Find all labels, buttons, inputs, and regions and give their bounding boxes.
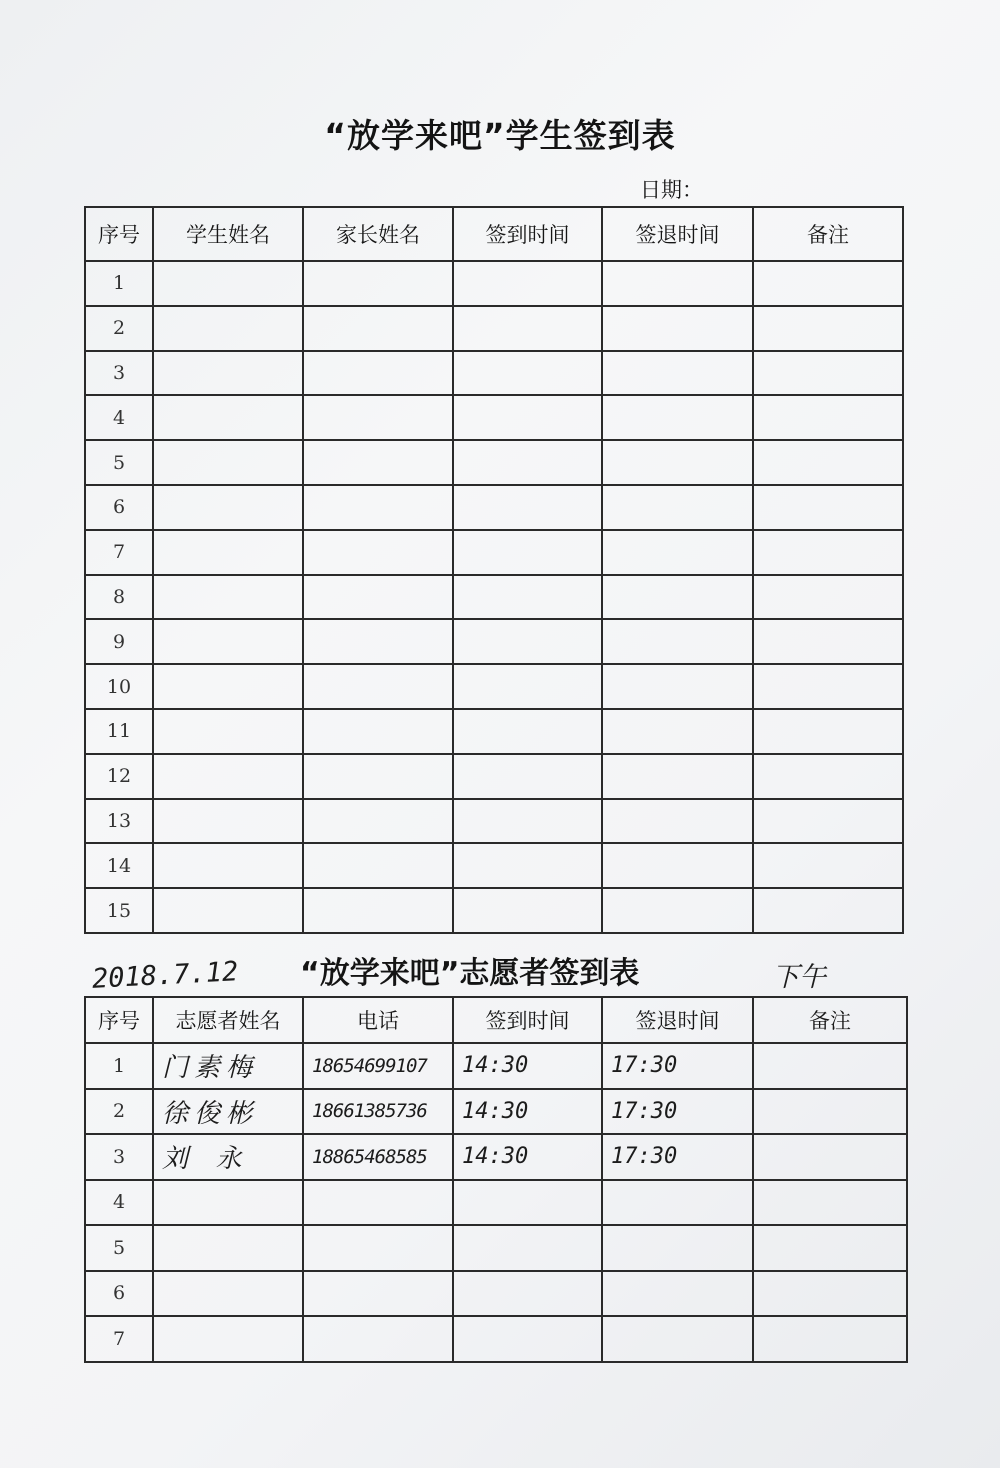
sign-out-cell <box>602 843 753 888</box>
row-number: 7 <box>85 1316 153 1362</box>
student-name-cell <box>153 709 303 754</box>
remarks-cell <box>753 1134 907 1180</box>
table-row <box>85 1043 907 1089</box>
sign-out-cell <box>602 1316 753 1362</box>
sign-in-cell <box>453 261 602 306</box>
parent-name-cell <box>303 754 453 799</box>
sign-out-cell <box>602 1225 753 1271</box>
row-number: 6 <box>85 1271 153 1317</box>
table-row <box>85 619 903 664</box>
phone-cell: 18661385736 <box>303 1089 453 1135</box>
parent-name-cell <box>303 351 453 396</box>
sign-in-cell <box>453 485 602 530</box>
sign-out-cell <box>602 709 753 754</box>
table-row <box>85 1271 907 1317</box>
header-sign-out-time: 签退时间 <box>602 207 753 261</box>
table-row <box>85 575 903 620</box>
sign-out-cell <box>602 664 753 709</box>
volunteer-name-cell: 徐俊彬 <box>153 1089 303 1135</box>
student-name-cell <box>153 485 303 530</box>
sign-out-cell <box>602 261 753 306</box>
table-row <box>85 1180 907 1226</box>
table-row <box>85 754 903 799</box>
table-row <box>85 1225 907 1271</box>
row-number: 3 <box>85 351 153 396</box>
parent-name-cell <box>303 530 453 575</box>
sign-in-cell <box>453 1225 602 1271</box>
student-name-cell <box>153 530 303 575</box>
volunteer-name-cell: 刘 永 <box>153 1134 303 1180</box>
student-name-cell <box>153 261 303 306</box>
table-row <box>85 261 903 306</box>
sign-in-cell <box>453 1271 602 1317</box>
parent-name-cell <box>303 799 453 844</box>
sign-in-cell <box>453 1180 602 1226</box>
row-number: 4 <box>85 395 153 440</box>
remarks-cell <box>753 799 903 844</box>
phone-cell <box>303 1316 453 1362</box>
row-number: 15 <box>85 888 153 933</box>
sign-in-cell <box>453 440 602 485</box>
header-seq: 序号 <box>85 207 153 261</box>
sign-out-cell <box>602 888 753 933</box>
sign-out-cell <box>602 395 753 440</box>
student-signin-table <box>84 206 904 934</box>
parent-name-cell <box>303 485 453 530</box>
header-sign-out-time: 签退时间 <box>602 997 753 1043</box>
remarks-cell <box>753 664 903 709</box>
table-row <box>85 888 903 933</box>
parent-name-cell <box>303 843 453 888</box>
row-number: 4 <box>85 1180 153 1226</box>
sign-out-cell: 17:30 <box>602 1134 753 1180</box>
sign-in-cell <box>453 575 602 620</box>
table-row <box>85 1316 907 1362</box>
row-number: 8 <box>85 575 153 620</box>
remarks-cell <box>753 575 903 620</box>
date-label: 日期： <box>640 178 703 202</box>
volunteer-signin-table <box>84 996 908 1363</box>
remarks-cell <box>753 1180 907 1226</box>
volunteer-table-header <box>85 997 907 1043</box>
student-name-cell <box>153 754 303 799</box>
sign-in-cell <box>453 709 602 754</box>
parent-name-cell <box>303 440 453 485</box>
student-name-cell <box>153 888 303 933</box>
sign-out-cell <box>602 754 753 799</box>
sign-in-cell <box>453 351 602 396</box>
sign-in-cell <box>453 664 602 709</box>
parent-name-cell <box>303 664 453 709</box>
phone-cell <box>303 1225 453 1271</box>
header-sign-in-time: 签到时间 <box>453 997 602 1043</box>
header-volunteer-name: 志愿者姓名 <box>153 997 303 1043</box>
remarks-cell <box>753 619 903 664</box>
sign-in-cell: 14:30 <box>453 1043 602 1089</box>
row-number: 14 <box>85 843 153 888</box>
header-student-name: 学生姓名 <box>153 207 303 261</box>
volunteer-sheet-title: “放学来吧”志愿者签到表 <box>300 956 640 991</box>
header-phone: 电话 <box>303 997 453 1043</box>
parent-name-cell <box>303 261 453 306</box>
table-row <box>85 485 903 530</box>
remarks-cell <box>753 306 903 351</box>
row-number: 5 <box>85 1225 153 1271</box>
remarks-cell <box>753 1271 907 1317</box>
row-number: 7 <box>85 530 153 575</box>
remarks-cell <box>753 485 903 530</box>
student-name-cell <box>153 306 303 351</box>
remarks-cell <box>753 1316 907 1362</box>
parent-name-cell <box>303 575 453 620</box>
student-sheet-title: “放学来吧”学生签到表 <box>324 116 676 155</box>
phone-cell: 18865468585 <box>303 1134 453 1180</box>
student-name-cell <box>153 799 303 844</box>
student-name-cell <box>153 395 303 440</box>
volunteer-name-cell <box>153 1271 303 1317</box>
volunteer-name-cell: 门素梅 <box>153 1043 303 1089</box>
sign-out-cell <box>602 799 753 844</box>
sign-out-cell: 17:30 <box>602 1089 753 1135</box>
sign-out-cell <box>602 1271 753 1317</box>
header-parent-name: 家长姓名 <box>303 207 453 261</box>
sign-in-cell <box>453 530 602 575</box>
table-row <box>85 1089 907 1135</box>
sign-in-cell <box>453 619 602 664</box>
remarks-cell <box>753 754 903 799</box>
volunteer-name-cell <box>153 1225 303 1271</box>
remarks-cell <box>753 395 903 440</box>
table-row <box>85 440 903 485</box>
phone-cell: 18654699107 <box>303 1043 453 1089</box>
sign-out-cell <box>602 530 753 575</box>
volunteer-name-cell <box>153 1316 303 1362</box>
sign-in-cell <box>453 799 602 844</box>
sign-in-cell: 14:30 <box>453 1089 602 1135</box>
row-number: 12 <box>85 754 153 799</box>
table-row <box>85 709 903 754</box>
volunteer-name-cell <box>153 1180 303 1226</box>
sign-in-cell <box>453 1316 602 1362</box>
remarks-cell <box>753 1043 907 1089</box>
remarks-cell <box>753 1089 907 1135</box>
header-remarks: 备注 <box>753 997 907 1043</box>
handwritten-session: 下午 <box>772 962 826 993</box>
student-name-cell <box>153 664 303 709</box>
row-number: 2 <box>85 306 153 351</box>
row-number: 2 <box>85 1089 153 1135</box>
row-number: 1 <box>85 261 153 306</box>
row-number: 3 <box>85 1134 153 1180</box>
remarks-cell <box>753 843 903 888</box>
student-name-cell <box>153 619 303 664</box>
student-name-cell <box>153 351 303 396</box>
sign-out-cell <box>602 440 753 485</box>
sign-out-cell <box>602 485 753 530</box>
remarks-cell <box>753 351 903 396</box>
table-row <box>85 799 903 844</box>
row-number: 10 <box>85 664 153 709</box>
sign-out-cell <box>602 575 753 620</box>
table-row <box>85 351 903 396</box>
parent-name-cell <box>303 709 453 754</box>
header-sign-in-time: 签到时间 <box>453 207 602 261</box>
row-number: 11 <box>85 709 153 754</box>
header-remarks: 备注 <box>753 207 903 261</box>
sign-in-cell <box>453 754 602 799</box>
sign-out-cell: 17:30 <box>602 1043 753 1089</box>
sign-out-cell <box>602 351 753 396</box>
row-number: 5 <box>85 440 153 485</box>
parent-name-cell <box>303 888 453 933</box>
student-table-header <box>85 207 903 261</box>
row-number: 6 <box>85 485 153 530</box>
row-number: 1 <box>85 1043 153 1089</box>
table-row <box>85 1134 907 1180</box>
sign-in-cell: 14:30 <box>453 1134 602 1180</box>
row-number: 9 <box>85 619 153 664</box>
remarks-cell <box>753 709 903 754</box>
student-name-cell <box>153 843 303 888</box>
sign-in-cell <box>453 395 602 440</box>
table-row <box>85 306 903 351</box>
remarks-cell <box>753 888 903 933</box>
sign-out-cell <box>602 619 753 664</box>
parent-name-cell <box>303 395 453 440</box>
table-row <box>85 664 903 709</box>
remarks-cell <box>753 530 903 575</box>
phone-cell <box>303 1271 453 1317</box>
header-seq: 序号 <box>85 997 153 1043</box>
remarks-cell <box>753 261 903 306</box>
sign-in-cell <box>453 306 602 351</box>
handwritten-date: 2018.7.12 <box>91 956 240 995</box>
row-number: 13 <box>85 799 153 844</box>
table-row <box>85 530 903 575</box>
remarks-cell <box>753 1225 907 1271</box>
parent-name-cell <box>303 619 453 664</box>
table-row <box>85 843 903 888</box>
student-name-cell <box>153 575 303 620</box>
phone-cell <box>303 1180 453 1226</box>
sign-in-cell <box>453 843 602 888</box>
sign-out-cell <box>602 1180 753 1226</box>
parent-name-cell <box>303 306 453 351</box>
sign-out-cell <box>602 306 753 351</box>
table-row <box>85 395 903 440</box>
sign-in-cell <box>453 888 602 933</box>
remarks-cell <box>753 440 903 485</box>
student-name-cell <box>153 440 303 485</box>
